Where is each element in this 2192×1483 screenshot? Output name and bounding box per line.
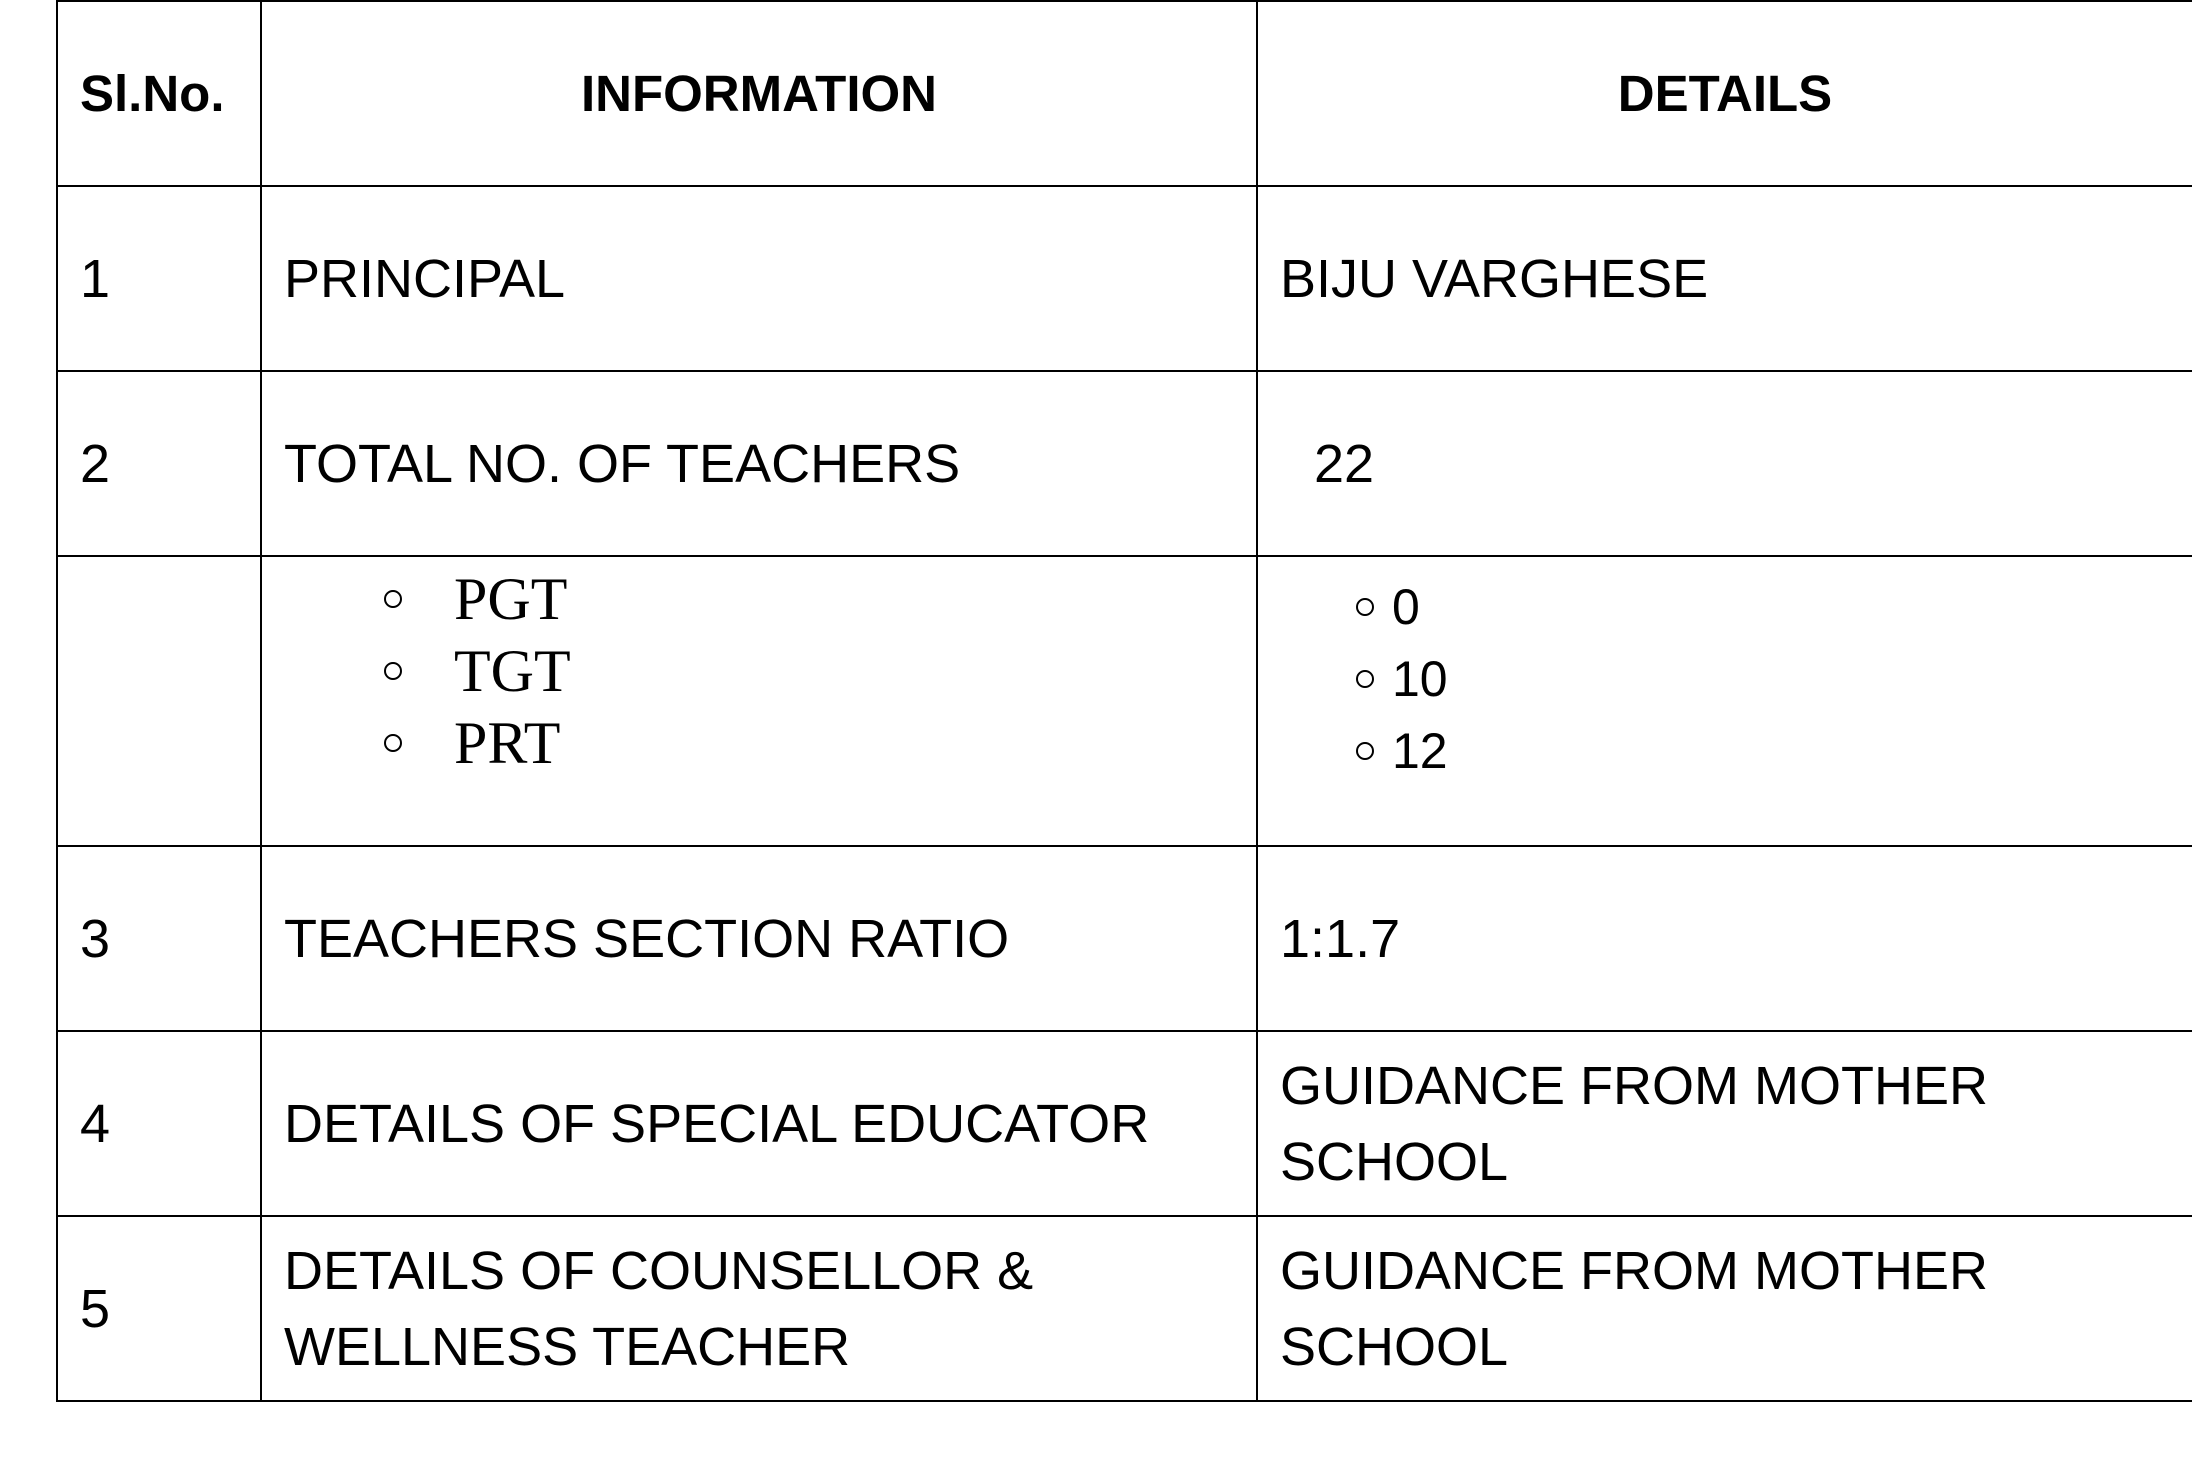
count-value: 0 bbox=[1392, 579, 1420, 635]
circle-bullet-icon bbox=[384, 734, 402, 752]
circle-bullet-icon bbox=[1356, 598, 1374, 616]
sl-no-cell: 2 bbox=[57, 371, 261, 556]
sl-no-cell: 4 bbox=[57, 1031, 261, 1216]
teacher-count-list bbox=[1280, 571, 2170, 787]
sl-no-cell: 3 bbox=[57, 846, 261, 1031]
sl-no-cell: 5 bbox=[57, 1216, 261, 1401]
header-sl-no: Sl.No. bbox=[57, 1, 261, 186]
category-label: TGT bbox=[454, 638, 571, 704]
list-item bbox=[1356, 571, 2170, 643]
teacher-count-cell bbox=[1257, 556, 2192, 846]
list-item bbox=[1356, 643, 2170, 715]
information-cell: TEACHERS SECTION RATIO bbox=[261, 846, 1257, 1031]
teacher-category-list bbox=[284, 563, 1234, 779]
count-value: 12 bbox=[1392, 723, 1448, 779]
table-header-row bbox=[57, 1, 2192, 186]
table-row bbox=[57, 1216, 2192, 1401]
information-cell: DETAILS OF COUNSELLOR & WELLNESS TEACHER bbox=[261, 1216, 1257, 1401]
circle-bullet-icon bbox=[384, 662, 402, 680]
information-cell: DETAILS OF SPECIAL EDUCATOR bbox=[261, 1031, 1257, 1216]
information-cell: PRINCIPAL bbox=[261, 186, 1257, 371]
list-item bbox=[384, 563, 1234, 635]
circle-bullet-icon bbox=[1356, 742, 1374, 760]
details-cell: GUIDANCE FROM MOTHER SCHOOL bbox=[1257, 1216, 2192, 1401]
details-cell: 22 bbox=[1257, 371, 2192, 556]
table-row bbox=[57, 371, 2192, 556]
sl-no-cell: 1 bbox=[57, 186, 261, 371]
header-information: INFORMATION bbox=[261, 1, 1257, 186]
details-cell: GUIDANCE FROM MOTHER SCHOOL bbox=[1257, 1031, 2192, 1216]
teacher-category-cell bbox=[261, 556, 1257, 846]
circle-bullet-icon bbox=[1356, 670, 1374, 688]
teacher-breakdown-row bbox=[57, 556, 2192, 846]
table-row bbox=[57, 846, 2192, 1031]
information-cell: TOTAL NO. OF TEACHERS bbox=[261, 371, 1257, 556]
details-cell: BIJU VARGHESE bbox=[1257, 186, 2192, 371]
table-row bbox=[57, 186, 2192, 371]
category-label: PGT bbox=[454, 566, 568, 632]
list-item bbox=[384, 635, 1234, 707]
list-item bbox=[1356, 715, 2170, 787]
table-row bbox=[57, 1031, 2192, 1216]
sl-no-cell-empty bbox=[57, 556, 261, 846]
details-cell: 1:1.7 bbox=[1257, 846, 2192, 1031]
circle-bullet-icon bbox=[384, 590, 402, 608]
category-label: PRT bbox=[454, 710, 561, 776]
information-table bbox=[56, 0, 2192, 1402]
header-details: DETAILS bbox=[1257, 1, 2192, 186]
list-item bbox=[384, 707, 1234, 779]
count-value: 10 bbox=[1392, 651, 1448, 707]
